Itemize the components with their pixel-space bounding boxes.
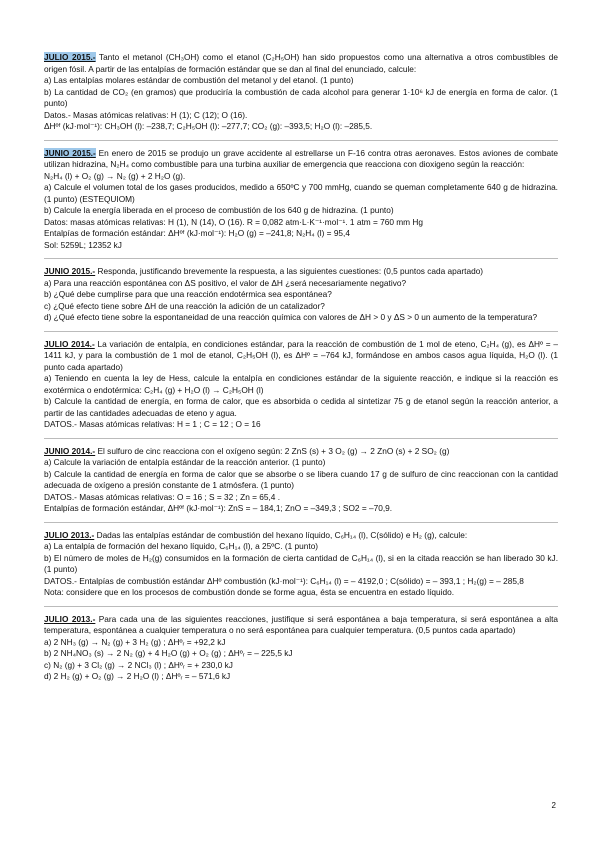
problem-line: d) ¿Qué efecto tiene sobre la espontaneidad de una reacción química con valores de ΔH > 0 y ΔS > 0 un aumento de la temperatura? [44, 312, 538, 322]
problem-line: a) Las entalpías molares estándar de combustión del metanol y del etanol. (1 punto) [44, 75, 354, 85]
problem-line: b) Calcule la cantidad de energía en forma de calor que se absorbe o se libera cuando 17 g de sulfuro de cinc reaccionan con la cantidad adecuada de oxígeno a presión constante de 1 atmósfera. (1 punto) [44, 468, 558, 490]
problem-line: Datos: masas atómicas relativas: H (1), N (14), O (16). R = 0,082 atm·L·K⁻¹·mol⁻¹. 1 atm = 760 mm Hg [44, 216, 424, 227]
divider [44, 331, 558, 332]
problem-line: b) El número de moles de H₂(g) consumidos en la formación de cierta cantidad de C₆H₁₄ (l), si en la citada reacción se han liberado 30 kJ. (1 punto) [44, 552, 558, 574]
problem-block [44, 339, 558, 431]
problem-intro: JUNIO 2015.- En enero de 2015 se produjo un grave accidente al estrellarse un F-16 contra otras aeronaves. Estos aviones de combate utilizan hidrazina, N₂H₄ como combustible para una turbina auxiliar de emergencia que reacciona con dioxigeno según la reacción: [44, 147, 558, 169]
problem-block [44, 614, 558, 683]
problem-line: b) 2 NH₄NO₃ (s) → 2 N₂ (g) + 4 H₂O (g) + O₂ (g) ; ΔHºᵣ = – 225,5 kJ [44, 648, 293, 658]
problem-intro: JUNIO 2014.- El sulfuro de cinc reacciona con el oxígeno según: 2 ZnS (s) + 3 O₂ (g) → 2 ZnO (s) + 2 SO₂ (g) [44, 445, 450, 456]
problem-block [44, 530, 558, 599]
problem-heading: JUNIO 2014.- [44, 445, 96, 456]
problem-line: Sol: 5259L; 12352 kJ [44, 239, 122, 250]
problem-block [44, 446, 558, 515]
problem-line: ΔHºᶠ (kJ·mol⁻¹): CH₃OH (l): –238,7; C₂H₅OH (l): –277,7; CO₂ (g): –393,5; H₂O (l): –285,5. [44, 121, 373, 131]
problem-block [44, 52, 558, 133]
problem-line: DATOS.- Masas atómicas relativas: H = 1 ; C = 12 ; O = 16 [44, 419, 261, 429]
problem-heading: JUNIO 2015.- [44, 266, 96, 276]
problem-intro: JULIO 2014.- La variación de entalpía, en condiciones estándar, para la reacción de combustión de 1 mol de eteno, C₂H₄ (g), es ΔHº = –1411 kJ, y para la combustión de 1 mol de etanol, C₂H₅OH (l), es ΔHº = –764 kJ, formándose en ambos casos agua líquida, H₂O (l). (1 punto cada apartado) [44, 338, 559, 372]
problem-line: DATOS.- Entalpías de combustión estándar ΔHº combustión (kJ·mol⁻¹): C₆H₁₄ (l) = – 4192,0 ; C(sólido) = – 393,1 ; H₂(g) = – 285,8 [44, 575, 524, 586]
problem-line: DATOS.- Masas atómicas relativas: O = 16 ; S = 32 ; Zn = 65,4 . [44, 491, 281, 502]
divider [44, 258, 558, 259]
problem-heading: JUNIO 2015.- [44, 147, 96, 158]
problem-heading: JULIO 2015.- [44, 52, 96, 62]
document-page [44, 52, 558, 694]
problem-intro: JULIO 2013.- Para cada una de las siguientes reacciones, justifique si será espontánea a baja temperatura, si será espontánea a alta temperatura, espontánea a cualquier temperatura o no será espontánea para cualquier temperatura. (0,5 puntos cada apartado) [44, 613, 558, 635]
problem-intro: JULIO 2013.- Dadas las entalpías estándar de combustión del hexano líquido, C₆H₁₄ (l), C(sólido) e H₂ (g), calcule: [44, 529, 468, 540]
divider [44, 522, 558, 523]
problem-line: b) La cantidad de CO₂ (en gramos) que produciría la combustión de cada alcohol para generar 1·10⁶ kJ de energía en forma de calor. (1 punto) [44, 86, 558, 108]
problem-line: d) 2 H₂ (g) + O₂ (g) → 2 H₂O (l) ; ΔHºᵣ = – 571,6 kJ [44, 671, 231, 681]
problem-block [44, 266, 558, 324]
problem-line: N₂H₄ (l) + O₂ (g) → N₂ (g) + 2 H₂O (g). [44, 170, 186, 181]
problem-line: c) N₂ (g) + 3 Cl₂ (g) → 2 NCl₃ (l) ; ΔHºᵣ = + 230,0 kJ [44, 659, 233, 670]
problem-line: b) ¿Qué debe cumplirse para que una reacción endotérmica sea espontánea? [44, 289, 332, 299]
problem-line: a) Teniendo en cuenta la ley de Hess, calcule la entalpía en condiciones estándar de la siguiente reacción, e indique si la reacción es exotérmica o endotérmica: C₂H₄ (g) + H₂O (l) → C₂H₅OH (l) [44, 373, 558, 395]
problem-line: Entalpías de formación estándar, ΔHºᶠ (kJ·mol⁻¹): ZnS = – 184,1; ZnO = –349,3 ; SO2 = –70,9. [44, 503, 393, 513]
problem-heading: JULIO 2013.- [44, 529, 95, 540]
problem-line: Datos.- Masas atómicas relativas: H (1); C (12); O (16). [44, 109, 248, 120]
problem-line: a) Calcule el volumen total de los gases producidos, medido a 650ºC y 700 mmHg, cuando se queman completamente 640 g de hidrazina. (1 punto) (ESTEQUIOM) [44, 182, 558, 204]
problem-heading: JULIO 2014.- [44, 338, 95, 349]
problem-line: a) Para una reacción espontánea con ΔS positivo, el valor de ΔH ¿será necesariamente negativo? [44, 277, 407, 288]
problem-line: a) La entalpía de formación del hexano líquido, C₆H₁₄ (l), a 25ºC. (1 punto) [44, 541, 319, 551]
problem-block [44, 148, 558, 252]
problem-intro: JUNIO 2015.- Responda, justificando brevemente la respuesta, a las siguientes cuestiones: (0,5 puntos cada apartado) [44, 266, 484, 276]
problem-line: b) Calcule la energía liberada en el proceso de combustión de los 640 g de hidrazina. (1 punto) [44, 205, 394, 215]
divider [44, 438, 558, 439]
problem-line: a) 2 NH₃ (g) → N₂ (g) + 3 H₂ (g) ; ΔHºᵣ = +92,2 kJ [44, 636, 226, 647]
page-number: 2 [551, 801, 556, 810]
divider [44, 606, 558, 607]
problem-intro: JULIO 2015.- Tanto el metanol (CH₃OH) como el etanol (C₂H₅OH) han sido propuestos como una alternativa a otros combustibles de origen fósil. A partir de las entalpías de formación estándar que se dan al final del enunciado, calcule: [44, 52, 558, 74]
problem-line: Entalpías de formación estándar: ΔHºᶠ (kJ·mol⁻¹): H₂O (g) = –241,8; N₂H₄ (l) = 95,4 [44, 228, 350, 238]
problem-line: a) Calcule la variación de entalpía estándar de la reacción anterior. (1 punto) [44, 457, 326, 467]
problem-line: Nota: considere que en los procesos de combustión donde se forme agua, ésta se encuentra en estado líquido. [44, 587, 455, 597]
problem-line: c) ¿Qué efecto tiene sobre ΔH de una reacción la adición de un catalizador? [44, 300, 325, 311]
problem-heading: JULIO 2013.- [44, 613, 96, 624]
divider [44, 140, 558, 141]
problem-line: b) Calcule la cantidad de energía, en forma de calor, que es absorbida o cedida al sintetizar 75 g de etanol según la reacción anterior, a partir de las cantidades adecuadas de eteno y agua. [44, 396, 558, 418]
